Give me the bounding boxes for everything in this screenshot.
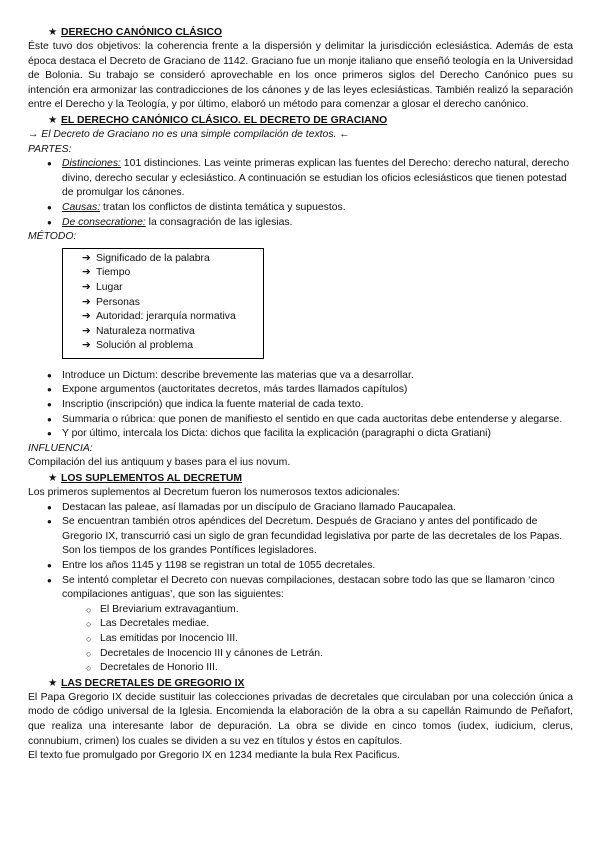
heading-text: EL DERECHO CANÓNICO CLÁSICO. EL DECRETO DE GRACIANO — [61, 114, 388, 126]
list-item: ● Se encuentran también otros apéndices del Decretum. Después de Graciano y antes del pontificado de Gregorio IX, transcurrió casi un siglo de gran fecundidad legislativa por parte de las decretales de los Papas. Son los tiempos de los grandes Pontífices legisladores. — [0, 515, 600, 559]
paragraph: El texto fue promulgado por Gregorio IX en 1234 mediante la bula Rex Pacificus. — [28, 750, 400, 762]
metodo-item — [63, 281, 263, 296]
part-term: Distinciones: — [62, 158, 121, 170]
part-term: Causas: — [62, 201, 101, 213]
metodo-item — [63, 296, 263, 311]
section-heading-derecho-canonico-clasico — [48, 25, 600, 40]
sub-list-item: ○ Las emitidas por Inocencio III. — [0, 632, 600, 647]
section-heading-decretales-gregorio — [48, 676, 600, 691]
metodo-label: MÉTODO: — [28, 231, 77, 243]
paragraph: El Papa Gregorio IX decide sustituir las colecciones privadas de decretales que circulaban por una colección única a modo de código universal de la Iglesia. Encomienda la elaboración de la obra a su capellán Raimundo de Peñafort, que realiza una interesante labor de depuración. La obra se divide en cinco tomos (iudex, iudicium, clerus, connubium, crimen) los cuales se dividen a su vez en títulos y éstos en capítulos. — [28, 691, 573, 747]
heading-text: DERECHO CANÓNICO CLÁSICO — [61, 27, 223, 38]
partes-label: PARTES: — [28, 143, 72, 155]
arrow-icon: ➔ — [82, 252, 91, 264]
pasos-list — [0, 369, 600, 442]
document-page — [0, 25, 600, 764]
list-item: ● Summaria o rúbrica: que ponen de manifiesto el sentido en que cada auctoritas debe entenderse y alegarse. — [0, 413, 600, 428]
sub-list-item: ○ Las Decretales mediae. — [0, 617, 600, 632]
list-item: ● Destacan las paleae, así llamadas por un discípulo de Graciano llamado Paucapalea. — [0, 501, 600, 516]
decreto-note: → El Decreto de Graciano no es una simple compilación de textos. ← — [28, 128, 350, 140]
suplementos-intro: Los primeros suplementos al Decretum fueron los numerosos textos adicionales: — [28, 487, 400, 499]
metodo-text: Lugar — [96, 281, 123, 293]
paragraph: Éste tuvo dos objetivos: la coherencia frente a la dispersión y delimitar la jurisdicción eclesiástica. Además de esta época destaca el Decreto de Graciano de 1142. Graciano fue un monje italiano que enseñó teología en la Universidad de Bolonia. Su trabajo se consideró aprovechable en los once primeros siglos del Derecho Canónico pues su intención era armonizar las contradicciones de los cánones y de las leyes eclesiásticas. También realizó la separación entre el Derecho y la Teología, y por último, elaboró un método para comenzar a glosar el derecho canónico. — [28, 41, 573, 111]
star-icon: ★ — [48, 27, 58, 38]
list-item: ● Introduce un Dictum: describe brevemente las materias que va a desarrollar. — [0, 369, 600, 384]
arrow-icon: ➔ — [82, 296, 91, 308]
list-item: ● Inscriptio (inscripción) que indica la fuente material de cada texto. — [0, 398, 600, 413]
metodo-text: Naturaleza normativa — [96, 325, 195, 337]
list-item — [0, 157, 600, 201]
list-item — [0, 201, 600, 216]
metodo-text: Autoridad: jerarquía normativa — [96, 311, 236, 323]
sub-list-item: ○ Decretales de Inocencio III y cánones de Letrán. — [0, 647, 600, 662]
metodo-text: Significado de la palabra — [96, 252, 210, 264]
heading-text: LAS DECRETALES DE GREGORIO IX — [61, 677, 245, 689]
arrow-icon: ➔ — [82, 267, 91, 279]
influencia-label: INFLUENCIA: — [28, 442, 93, 454]
list-item — [0, 574, 600, 603]
star-icon: ★ — [48, 473, 58, 485]
arrow-icon: ➔ — [82, 281, 91, 293]
list-item — [0, 216, 600, 231]
metodo-item — [63, 339, 263, 354]
list-item: ● Y por último, intercala los Dicta: dichos que facilita la explicación (paragraphi o dicta Gratiani) — [0, 427, 600, 442]
list-item: ● Expone argumentos (auctoritates decretos, más tardes llamados capítulos) — [0, 383, 600, 398]
metodo-item — [63, 252, 263, 267]
list-item-text: Se intentó completar el Decreto con nuevas compilaciones, destacan sobre todo las que se llamaron ‘cinco compilaciones antiguas’, que son las siguientes: — [62, 574, 555, 601]
part-text: 101 distinciones. Las veinte primeras explican las fuentes del Derecho: derecho natural, derecho divino, derecho secular y eclesiástico. A continuación se estudian los oficios eclesiásticos que tienen potestad de promulgar los cánones. — [62, 158, 570, 199]
part-text: la consagración de las iglesias. — [145, 216, 293, 228]
arrow-icon: ➔ — [82, 340, 91, 352]
metodo-text: Personas — [96, 296, 140, 308]
part-term: De consecratione: — [62, 216, 146, 228]
metodo-item — [63, 325, 263, 340]
metodo-item — [63, 266, 263, 281]
influencia-text: Compilación del ius antiquum y bases para el ius novum. — [28, 457, 291, 469]
metodo-item — [63, 310, 263, 325]
sub-list-item: ○ El Breviarium extravagantium. — [0, 603, 600, 618]
part-text: tratan los conflictos de distinta temática y supuestos. — [100, 201, 346, 213]
compilaciones-list — [0, 603, 600, 676]
star-icon: ★ — [48, 114, 58, 126]
partes-list — [0, 157, 600, 230]
heading-text: LOS SUPLEMENTOS AL DECRETUM — [61, 473, 243, 485]
section-heading-decreto-de-graciano — [48, 113, 600, 128]
metodo-text: Solución al problema — [96, 340, 194, 352]
sub-list-item: ○ Decretales de Honorio III. — [0, 661, 600, 676]
suplementos-list — [0, 501, 600, 603]
star-icon: ★ — [48, 677, 58, 689]
metodo-text: Tiempo — [96, 267, 131, 279]
section-heading-suplementos — [48, 471, 600, 486]
list-item: ● Entre los años 1145 y 1198 se registran un total de 1055 decretales. — [0, 559, 600, 574]
arrow-icon: ➔ — [82, 325, 91, 337]
arrow-icon: ➔ — [82, 311, 91, 323]
metodo-box — [62, 248, 264, 359]
